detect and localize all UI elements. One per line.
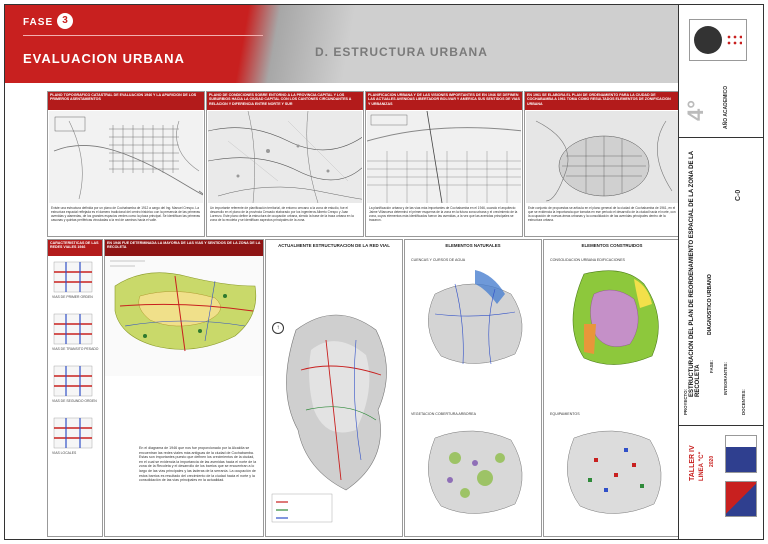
historic-map-1961 [526, 111, 680, 203]
label-integrantes: INTEGRANTES: [723, 362, 728, 395]
vegetation-map [405, 418, 541, 528]
urban-consolidation-map [544, 264, 680, 376]
equipment-map-label: EQUIPAMIENTOS [550, 412, 580, 416]
panel-caption: EN 1946 FUE DETERMINADA LA MAYORIA DE LAS VIAS Y SENTIDOS DE LA ZONA DE LA RECOLETA [105, 240, 263, 256]
year-value: 2020 [709, 455, 715, 467]
panel-caption: PLANO TOPOGRAFICO CATASTRAL DE EVALUACION 1946 Y LA APARICION DE LOS PRIMEROS ASENTAMIENTOS [48, 92, 204, 110]
section-title: EVALUACION URBANA [23, 51, 185, 66]
natural-elements-panel [404, 239, 542, 537]
road-network-1946-map [105, 256, 263, 376]
natural-elements-title: ELEMENTOS NATURALES [445, 243, 501, 248]
header-divider [23, 35, 263, 36]
logo-dots-icon [726, 34, 742, 46]
panel-description: La planificación urbana y de las vías más importantes de Cochabamba en el 1946, cuando el arquitecto Jaime Villanueva determinó el primer esquema de la zona en la futura zona urbana y el crecimiento de la zona, cuyos elementos más identificados fueron las avenidas, a la vez que las avenidas principales se trazaron. [369, 206, 518, 222]
title-block [678, 5, 763, 540]
road-characteristics-panel [47, 239, 103, 537]
road-structure-title: ACTUALMENTE ESTRUCTURACION DE LA RED VIAL [278, 243, 390, 248]
road-label-1: VIAS DE PRIMER ORDEN [52, 295, 93, 299]
university-logo [689, 19, 747, 61]
university-shield-icon [725, 481, 757, 517]
road-diagram-1 [54, 262, 92, 292]
road-network-description: En el diagrama de 1946 que nos fue proporcionado por la Alcaldía se encuentran las redes viales más antiguas de la ciudad de Cochabamba. Estas son importantes puesto que definen los crecimientos de la ciudad, en el cual se evidencia la importancia de las avenidas hacia el norte de la zona de la Recoleta y el desarrollo de los barrios que se encuentran a lo largo de las vías principales y las laderas de la serranía. La ocupación de estos barrios es resultado del crecimiento de la ciudad hacia el norte y la consolidación de las vías principales en la actualidad. [139, 446, 257, 483]
road-structure-panel [265, 239, 403, 537]
semester-number: 4° [683, 99, 708, 121]
label-docentes: DOCENTES: [741, 389, 746, 415]
historic-map-panel-4 [524, 91, 682, 237]
historic-map-panel-3 [365, 91, 523, 237]
sheet-code: C-0 [735, 189, 742, 201]
road-structure-map [266, 260, 402, 530]
road-diagram-4 [54, 418, 92, 448]
panel-caption: CARACTERISTICAS DE LAS REDES VIALES 1946 [48, 240, 102, 256]
fase-label: FASE [23, 17, 54, 28]
label-proyecto: PROYECTO: [683, 388, 688, 415]
faculty-logo [725, 435, 757, 473]
panel-caption: PLANO DE CONDICIONES SOBRE ENTORNO A LA PROVINCIA CAPITAL Y LOS SUBURBIOS HACIA LA CIUDAD CAPITAL CON LOS CANTONES CIRCUNDANTES A RELACION Y DIFERENCIA ENTRE NORTE Y SUR [207, 92, 363, 110]
panel-description: Un importante referente de planificación territorial, de entorno cercano a la zona de estudio, fue el desarrollo en el plano de la provincia Cercado elaborado por los ingenieros Alberto Crespo y Juan Lorenzo. Este plano define la estructura de ocupación urbana, siendo la base de la traza urbana en la zona de la recoleta y se identifican aspectos principales de la zona. [210, 206, 354, 222]
north-arrow-icon: ↑ [272, 322, 284, 334]
historic-map-1946 [49, 111, 203, 203]
road-network-1946-panel [104, 239, 264, 537]
phase-title: DIAGNOSTICO URBANO [707, 274, 713, 335]
road-diagram-2 [54, 314, 92, 344]
panel-caption: PLANIFICACION URBANA Y DE LAS VISIONES IMPORTANTES DE EN 1946 SE DEFINEN LAS ACTUALES AVENIDAS LIBERTADOR BOLIVAR Y AMERICA SUS SENTIDOS DE VIAS Y URBANIZAS [366, 92, 522, 110]
panel-caption: EN 1961 SE ELABORA EL PLAN DE ORDENAMIENTO PARA LA CIUDAD DE COCHABAMBA A 1961 TOMA COMO RESULTADOS ELEMENTOS DE ZONIFICACION URBANA [525, 92, 681, 110]
road-diagrams [48, 256, 102, 491]
equipment-map [544, 418, 680, 528]
panel-description: Este conjunto de propuestas se articula en el plano general de la ciudad de Cochabamba de 1961, en el que se evidencia la importancia que tomaba en ese periodo el desarrollo de la ciudad hacia el norte, con la ocupación de nuevas áreas urbanas y la consolidación de las avenidas principales dentro de la estructura urbana. [528, 206, 676, 222]
project-title: ESTRUCTURACION DEL PLAN DE REORDENAMIENTO ESPACIAL DE LA ZONA DE LA RECOLETA [689, 151, 701, 397]
linea-label: LINEA "C" [699, 451, 705, 481]
historic-map-avenues [367, 111, 521, 203]
title-block-divider [679, 137, 763, 138]
built-elements-panel [543, 239, 681, 537]
logo-icon [694, 26, 722, 54]
historic-map-province [208, 111, 362, 203]
water-courses-map [405, 264, 541, 376]
year-label: AÑO ACADEMICO [723, 85, 729, 129]
label-fase: FASE: [709, 360, 714, 373]
water-map-label: CUENCAS Y CURSOS DE AGUA [411, 258, 466, 262]
road-diagram-3 [54, 366, 92, 396]
road-label-3: VIAS DE SEGUNDO ORDEN [52, 399, 97, 403]
fase-number-badge: 3 [57, 13, 73, 29]
historic-map-panel-2 [206, 91, 364, 237]
panel-description: Existe una estructura definida por un plano de Cochabamba de 1912 a cargo del Ing. Manuel Crespo. La estructura espacial reflejada es el damero tradicional del centro histórico con la presencia de las primeras avenidas y alamedas, de los grandes espacios verdes como la plaza principal. Se identifican las primeras casonas y quintas periféricas vinculadas a la red de caminos hacia el valle. [51, 206, 201, 222]
vegetation-map-label: VEGETACION COBERTURA ARBOREA [411, 412, 476, 416]
road-label-4: VIAS LOCALES [52, 451, 77, 455]
taller-label: TALLER IV [689, 445, 696, 481]
subsection-title: D. ESTRUCTURA URBANA [315, 45, 488, 59]
presentation-sheet [4, 4, 764, 540]
built-elements-title: ELEMENTOS CONSTRUIDOS [581, 243, 643, 248]
road-label-2: VIAS DE TRANSITO PESADO [52, 347, 99, 351]
historic-map-panel-1 [47, 91, 205, 237]
header-gradient [185, 5, 385, 83]
consolidation-map-label: CONSOLIDACION URBANA EDIFICACIONES [550, 258, 625, 262]
title-block-divider-2 [679, 425, 763, 426]
